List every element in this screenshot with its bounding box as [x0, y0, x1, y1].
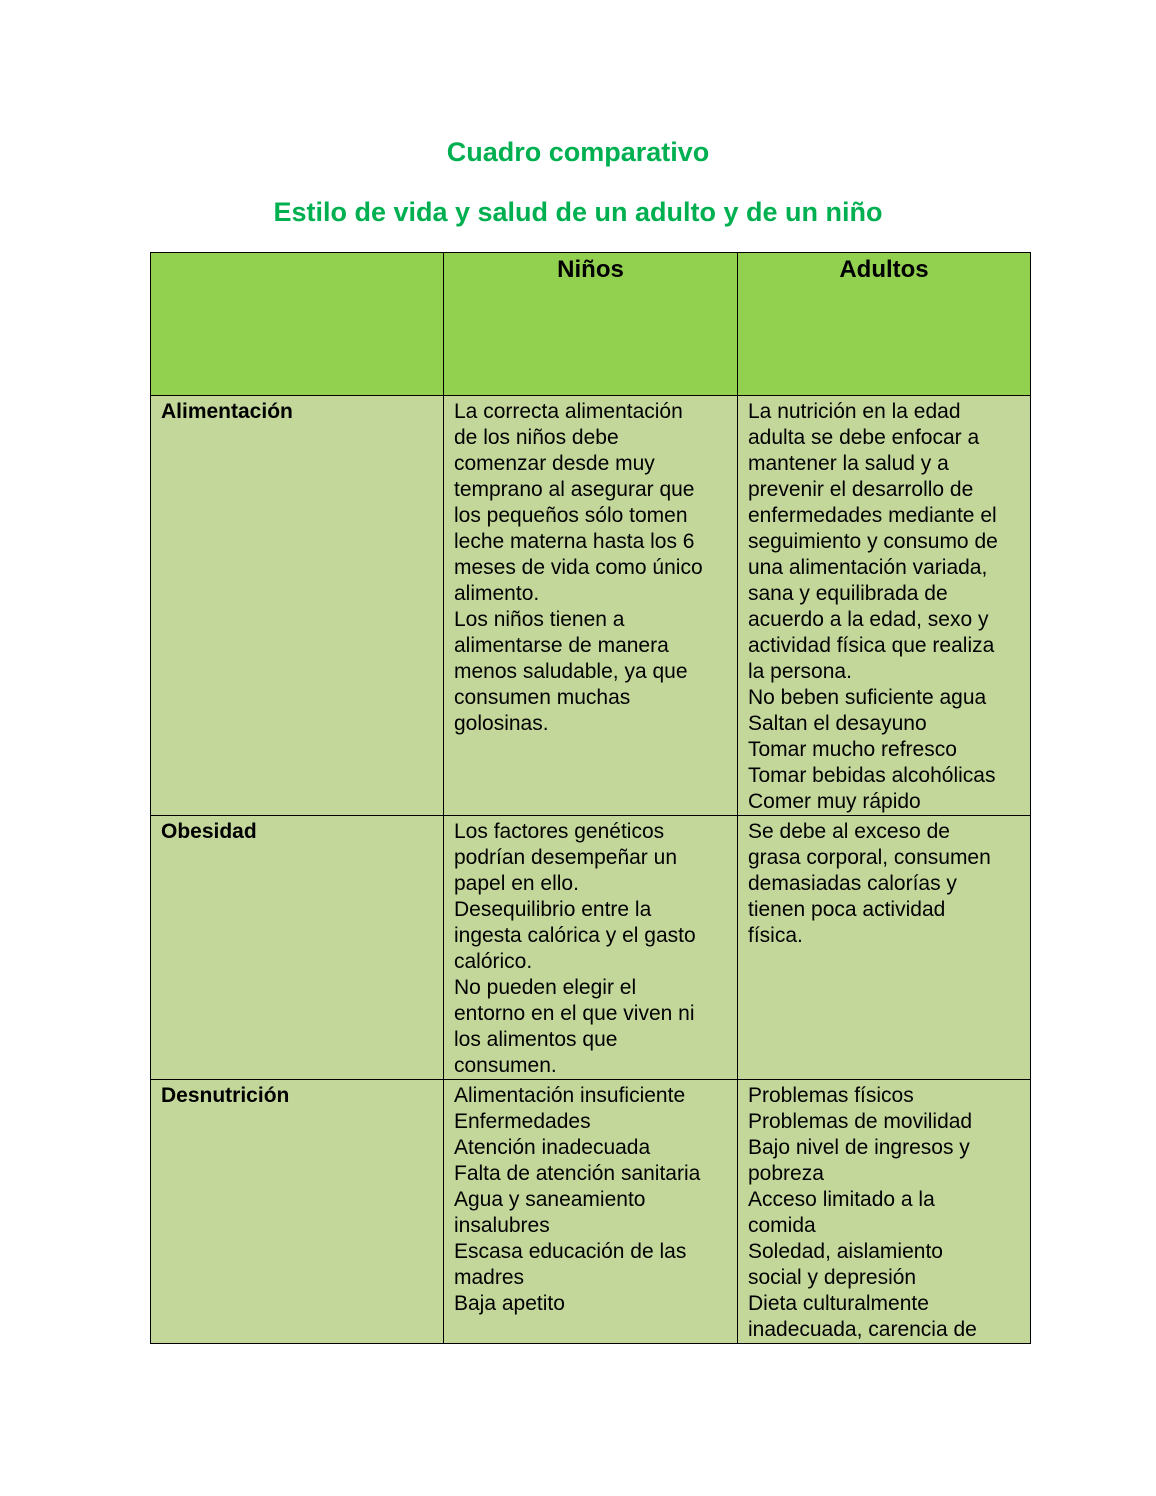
- cell-text-line: meses de vida como único: [454, 556, 703, 579]
- cell-text-line: seguimiento y consumo de: [748, 530, 998, 553]
- table-row: [151, 1080, 1031, 1344]
- cell-text-line: Dieta culturalmente: [748, 1292, 929, 1315]
- header-cell-empty: [151, 253, 444, 396]
- cell-text-line: No beben suficiente agua: [748, 686, 987, 709]
- document-subtitle: Estilo de vida y salud de un adulto y de un niño: [273, 197, 883, 227]
- header-cell-adultos: Adultos: [738, 253, 1031, 396]
- cell-ninos-obesidad: [444, 816, 738, 1080]
- cell-text-line: madres: [454, 1266, 525, 1289]
- cell-text-line: Agua y saneamiento: [454, 1188, 646, 1211]
- cell-text-line: enfermedades mediante el: [748, 504, 997, 527]
- cell-text-line: ingesta calórica y el gasto: [454, 924, 696, 947]
- cell-text-line: Soledad, aislamiento: [748, 1240, 943, 1263]
- cell-text-line: Tomar bebidas alcohólicas: [748, 764, 996, 787]
- cell-adultos-alimentacion: [738, 396, 1031, 816]
- cell-text-line: los pequeños sólo tomen: [454, 504, 688, 527]
- cell-text-line: temprano al asegurar que: [454, 478, 695, 501]
- table-header-row: [151, 253, 1031, 396]
- cell-text-line: Escasa educación de las: [454, 1240, 687, 1263]
- cell-text-line: prevenir el desarrollo de: [748, 478, 974, 501]
- cell-ninos-alimentacion: [444, 396, 738, 816]
- cell-text-line: de los niños debe: [454, 426, 619, 449]
- cell-text-line: alimento.: [454, 582, 540, 605]
- cell-text-line: Bajo nivel de ingresos y: [748, 1136, 970, 1159]
- cell-ninos-desnutricion: [444, 1080, 738, 1344]
- cell-text-line: insalubres: [454, 1214, 550, 1237]
- cell-text-line: física.: [748, 924, 803, 947]
- cell-text-line: inadecuada, carencia de: [748, 1318, 977, 1341]
- cell-text-line: adulta se debe enfocar a: [748, 426, 980, 449]
- cell-text-line: Problemas físicos: [748, 1084, 914, 1107]
- header-cell-ninos: Niños: [444, 253, 738, 396]
- cell-text-line: Baja apetito: [454, 1292, 565, 1315]
- cell-text-line: mantener la salud y a: [748, 452, 949, 475]
- cell-text-line: consumen muchas: [454, 686, 631, 709]
- cell-text-line: comida: [748, 1214, 816, 1237]
- cell-text-line: actividad física que realiza: [748, 634, 995, 657]
- cell-adultos-obesidad: [738, 816, 1031, 1080]
- cell-text-line: alimentarse de manera: [454, 634, 669, 657]
- cell-text-line: una alimentación variada,: [748, 556, 988, 579]
- cell-text-line: Desequilibrio entre la: [454, 898, 652, 921]
- cell-adultos-desnutricion: [738, 1080, 1031, 1344]
- cell-text-line: podrían desempeñar un: [454, 846, 677, 869]
- cell-text-line: La correcta alimentación: [454, 400, 683, 423]
- cell-text-line: No pueden elegir el: [454, 976, 637, 999]
- table-row: [151, 396, 1031, 816]
- cell-text-line: Saltan el desayuno: [748, 712, 927, 735]
- cell-text-line: los alimentos que: [454, 1028, 618, 1051]
- cell-text-line: entorno en el que viven ni: [454, 1002, 695, 1025]
- cell-text-line: papel en ello.: [454, 872, 579, 895]
- cell-text-line: Tomar mucho refresco: [748, 738, 957, 761]
- comparison-table: [150, 252, 1031, 1344]
- cell-text-line: tienen poca actividad: [748, 898, 946, 921]
- cell-text-line: Atención inadecuada: [454, 1136, 651, 1159]
- cell-text-line: Comer muy rápido: [748, 790, 921, 813]
- cell-text-line: Acceso limitado a la: [748, 1188, 935, 1211]
- cell-text-line: Problemas de movilidad: [748, 1110, 973, 1133]
- cell-text-line: Falta de atención sanitaria: [454, 1162, 701, 1185]
- cell-text-line: acuerdo a la edad, sexo y: [748, 608, 989, 631]
- cell-text-line: golosinas.: [454, 712, 549, 735]
- cell-text-line: Los niños tienen a: [454, 608, 625, 631]
- cell-text-line: la persona.: [748, 660, 852, 683]
- cell-text-line: menos saludable, ya que: [454, 660, 688, 683]
- table-row: [151, 816, 1031, 1080]
- cell-text-line: social y depresión: [748, 1266, 917, 1289]
- cell-text-line: grasa corporal, consumen: [748, 846, 991, 869]
- cell-text-line: sana y equilibrada de: [748, 582, 948, 605]
- cell-text-line: demasiadas calorías y: [748, 872, 957, 895]
- cell-text-line: Enfermedades: [454, 1110, 591, 1133]
- cell-text-line: comenzar desde muy: [454, 452, 655, 475]
- cell-text-line: Los factores genéticos: [454, 820, 665, 843]
- cell-text-line: calórico.: [454, 950, 533, 973]
- cell-text-line: Alimentación insuficiente: [454, 1084, 686, 1107]
- cell-text-line: La nutrición en la edad: [748, 400, 961, 423]
- row-label-obesidad: Obesidad: [151, 816, 444, 1080]
- cell-text-line: pobreza: [748, 1162, 824, 1185]
- cell-text-line: consumen.: [454, 1054, 557, 1077]
- cell-text-line: Se debe al exceso de: [748, 820, 950, 843]
- cell-text-line: leche materna hasta los 6: [454, 530, 695, 553]
- document-title: Cuadro comparativo: [446, 137, 710, 167]
- row-label-desnutricion: Desnutrición: [151, 1080, 444, 1344]
- row-label-alimentacion: Alimentación: [151, 396, 444, 816]
